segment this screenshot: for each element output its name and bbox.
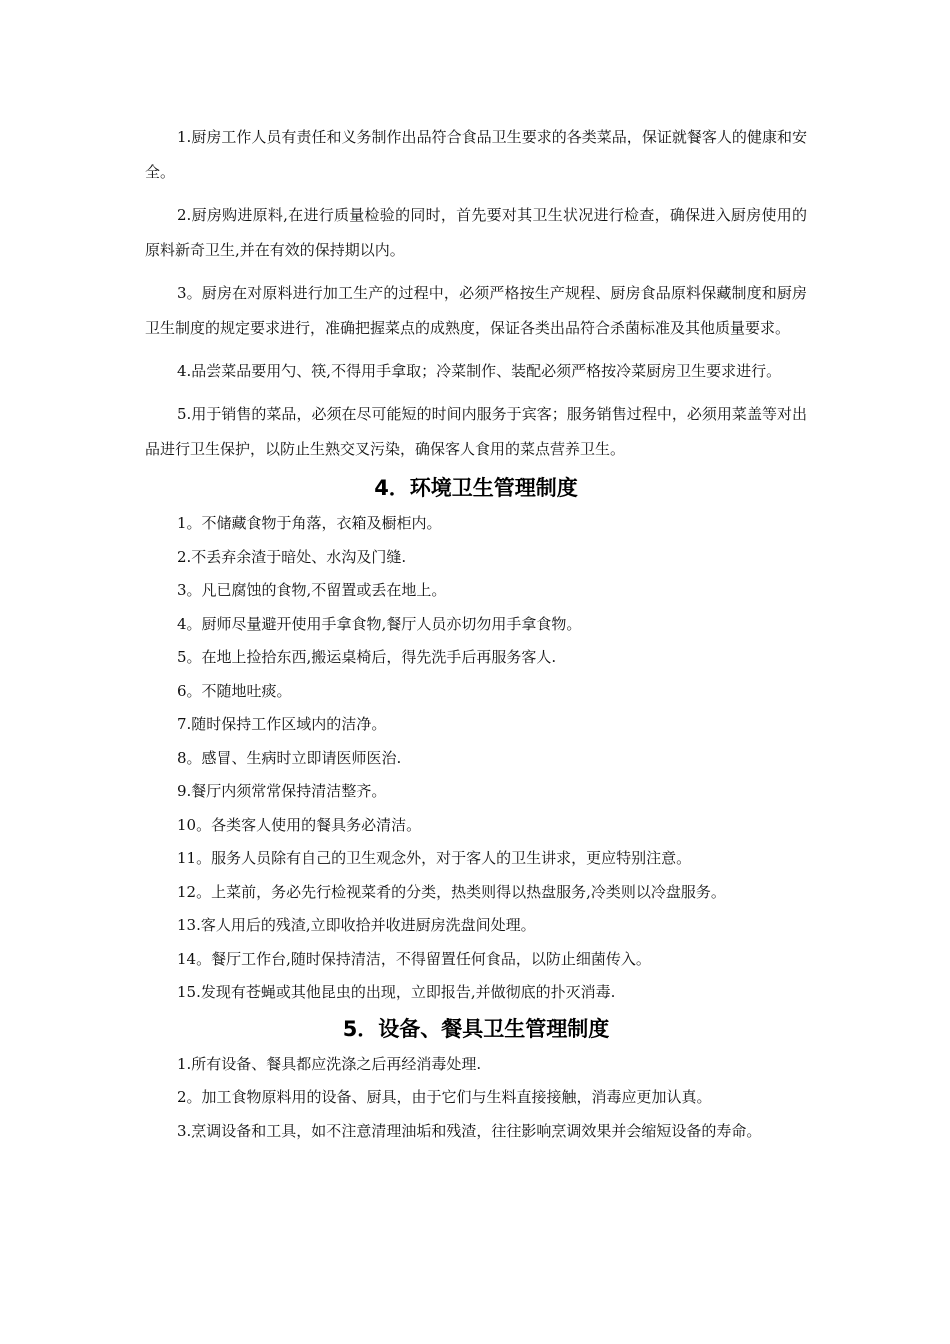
- env-rule-10: 10。各类客人使用的餐具务必清洁。: [177, 815, 422, 834]
- env-rule-11: 11。服务人员除有自己的卫生观念外，对于客人的卫生讲求，更应特别注意。: [177, 849, 692, 867]
- env-rule-1: 1。不储藏食物于角落，衣箱及橱柜内。: [177, 514, 442, 532]
- env-rule-8: 8。感冒、生病时立即请医师医治.: [177, 748, 402, 767]
- env-rule-14: 14。餐厅工作台,随时保持清洁，不得留置任何食品，以防止细菌传入。: [177, 949, 651, 968]
- section-5-heading: 5．设备、餐具卫生管理制度: [342, 1016, 610, 1041]
- env-rule-4: 4。厨师尽量避开使用手拿食物,餐厅人员亦切勿用手拿食物。: [177, 614, 582, 633]
- env-rule-2: 2.不丢弃余渣于暗处、水沟及门缝.: [177, 547, 407, 566]
- env-rule-3: 3。凡已腐蚀的食物,不留置或丢在地上。: [177, 581, 447, 599]
- food-paragraph-3: 3。厨房在对原料进行加工生产的过程中，必须严格按生产规程、厨房食品原料保藏制度和厨房卫生制度的规定要求进行，准确把握菜点的成熟度，保证各类出品符合杀菌标准及其他质量要求。: [145, 284, 807, 337]
- equipment-rule-3: 3.烹调设备和工具，如不注意清理油垢和残渣，往往影响烹调效果并会缩短设备的寿命。: [177, 1121, 762, 1140]
- env-rule-5: 5。在地上捡拾东西,搬运桌椅后，得先洗手后再服务客人.: [177, 648, 557, 666]
- env-rule-15: 15.发现有苍蝇或其他昆虫的出现，立即报告,并做彻底的扑灭消毒.: [177, 983, 616, 1001]
- section-4-heading: 4．环境卫生管理制度: [374, 476, 578, 500]
- env-rule-13: 13.客人用后的残渣,立即收拾并收进厨房洗盘间处理。: [177, 916, 536, 934]
- food-paragraph-4: 4.品尝菜品要用勺、筷,不得用手拿取；冷菜制作、装配必须严格按冷菜厨房卫生要求进行。: [177, 362, 782, 380]
- equipment-rule-2: 2。加工食物原料用的设备、厨具，由于它们与生料直接接触，消毒应更加认真。: [177, 1088, 712, 1106]
- page-content: [145, 120, 807, 1148]
- equipment-rule-1: 1.所有设备、餐具都应洗涤之后再经消毒处理.: [177, 1054, 482, 1073]
- env-rule-6: 6。不随地吐痰。: [177, 681, 292, 700]
- env-rule-7: 7.随时保持工作区域内的洁净。: [177, 715, 387, 733]
- food-paragraph-2: 2.厨房购进原料,在进行质量检验的同时，首先要对其卫生状况进行检查，确保进入厨房使用的原料新奇卫生,并在有效的保持期以内。: [145, 206, 807, 259]
- food-paragraph-1: 1.厨房工作人员有责任和义务制作出品符合食品卫生要求的各类菜品，保证就餐客人的健康和安全。: [145, 128, 807, 181]
- env-rule-12: 12。上菜前，务必先行检视菜肴的分类，热类则得以热盘服务,冷类则以冷盘服务。: [177, 882, 726, 901]
- food-paragraph-5: 5.用于销售的菜品，必须在尽可能短的时间内服务于宾客；服务销售过程中，必须用菜盖等对出品进行卫生保护，以防止生熟交叉污染，确保客人食用的菜点营养卫生。: [145, 405, 807, 458]
- env-rule-9: 9.餐厅内须常常保持清洁整齐。: [177, 782, 387, 800]
